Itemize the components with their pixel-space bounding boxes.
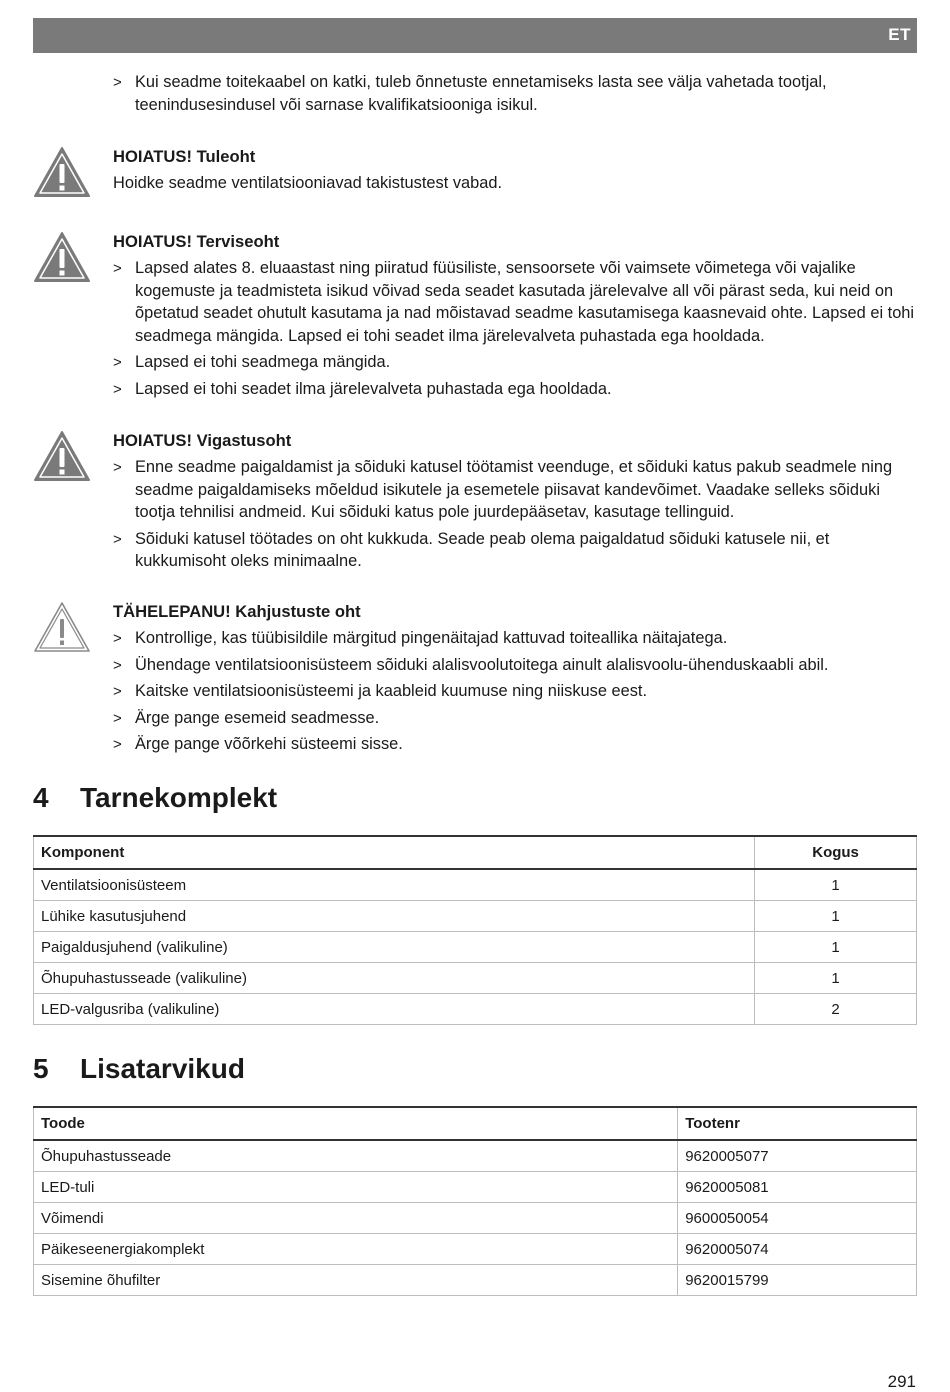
column-header: Komponent bbox=[34, 836, 755, 869]
list-item: > Lapsed alates 8. eluaastast ning piiratud füüsiliste, sensoorsete või vaimsete võimetega või vajalike kogemuste ja teadmisteta isikud võivad seda seadet kasutada järelevalve all või pärast seda, kui neid on õpetatud seadet ohutult kasutama ja nad mõistavad seadme kasutamisega kaasnevaid ohte. Lapsed ei tohi seadmega mängida. Lapsed ei tohi seadet ilma järelevalveta puhastada ega hooldada. bbox=[113, 259, 915, 345]
warning-triangle-icon bbox=[33, 231, 91, 283]
table-row: Sisemine õhufilter 9620015799 bbox=[34, 1265, 917, 1296]
table-row: Ventilatsioonisüsteem 1 bbox=[34, 869, 917, 901]
warning-triangle-icon bbox=[33, 146, 91, 198]
list-item: > Kontrollige, kas tüübisildile märgitud pingenäitajad kattuvad toiteallika näitajatega. bbox=[113, 629, 728, 647]
list-item: > Kaitske ventilatsioonisüsteemi ja kaableid kuumuse ning niiskuse eest. bbox=[113, 682, 648, 700]
page-number: 291 bbox=[887, 1372, 916, 1391]
list-item: > Ühendage ventilatsioonisüsteem sõiduki alalisvoolutoitega ainult alalisvoolu-ühenduskaabli abil. bbox=[113, 655, 829, 674]
section-heading-accessories: 5 Lisatarvikud bbox=[33, 1053, 245, 1084]
table-row: Õhupuhastusseade 9620005077 bbox=[34, 1140, 917, 1172]
warning-title: HOIATUS! Tuleoht bbox=[113, 147, 256, 166]
table-row: LED-tuli 9620005081 bbox=[34, 1172, 917, 1203]
header-bar bbox=[33, 18, 917, 53]
table-row: Õhupuhastusseade (valikuline) 1 bbox=[34, 963, 917, 994]
warning-bullet-list bbox=[113, 257, 918, 400]
notice-bullet-list bbox=[113, 627, 918, 756]
list-item: > Ärge pange esemeid seadmesse. bbox=[113, 708, 380, 727]
list-item: > Lapsed ei tohi seadet ilma järelevalveta puhastada ega hooldada. bbox=[113, 379, 612, 398]
column-header: Kogus bbox=[755, 836, 917, 869]
warning-title: HOIATUS! Terviseoht bbox=[113, 232, 280, 251]
list-item: > Sõiduki katusel töötades on oht kukkuda. Seade peab olema paigaldatud sõiduki katusele nii, et kukkumisoht oleks minimaalne. bbox=[113, 529, 830, 570]
notice-title: TÄHELEPANU! Kahjustuste oht bbox=[113, 602, 361, 621]
table-row: LED-valgusriba (valikuline) 2 bbox=[34, 994, 917, 1025]
column-header: Tootenr bbox=[678, 1107, 917, 1140]
table-header-row bbox=[34, 1107, 917, 1140]
warning-text: Hoidke seadme ventilatsiooniavad takistustest vabad. bbox=[113, 174, 503, 192]
list-item: > Lapsed ei tohi seadmega mängida. bbox=[113, 353, 391, 371]
warning-title: HOIATUS! Vigastusoht bbox=[113, 431, 292, 450]
list-item: > Kui seadme toitekaabel on katki, tuleb õnnetuste ennetamiseks lasta see välja vahetada tootjal, teenindusesindusel või sarnase kvalifikatsiooniga isikul. bbox=[113, 73, 827, 114]
language-code: ET bbox=[888, 25, 911, 44]
warning-bullet-list bbox=[113, 456, 918, 573]
table-row: Lühike kasutusjuhend 1 bbox=[34, 901, 917, 932]
table-row: Paigaldusjuhend (valikuline) 1 bbox=[34, 932, 917, 963]
table-row: Päikeseenergiakomplekt 9620005074 bbox=[34, 1234, 917, 1265]
list-item: > Enne seadme paigaldamist ja sõiduki katusel töötamist veenduge, et sõiduki katus pakub seadmele ning seadme paigaldamiseks mõeldud isikutele ja esemetele piisavat kandevõimet. Vaadake selleks sõiduki tootja tehnilisi andmeid. Kui sõiduki katus pole juurdepääsetav, kasutage tellinguid. bbox=[113, 458, 893, 521]
bullet-marker: > bbox=[113, 74, 122, 91]
column-header: Toode bbox=[34, 1107, 678, 1140]
scope-of-delivery-table bbox=[33, 835, 917, 1025]
section-heading-scope-of-delivery: 4 Tarnekomplekt bbox=[33, 782, 278, 813]
list-item: > Ärge pange võõrkehi süsteemi sisse. bbox=[113, 735, 403, 753]
table-row: Võimendi 9600050054 bbox=[34, 1203, 917, 1234]
table-header-row bbox=[34, 836, 917, 869]
caution-triangle-icon bbox=[33, 601, 91, 653]
accessories-table bbox=[33, 1106, 917, 1296]
warning-triangle-icon bbox=[33, 430, 91, 482]
intro-bullet-list bbox=[113, 71, 918, 120]
